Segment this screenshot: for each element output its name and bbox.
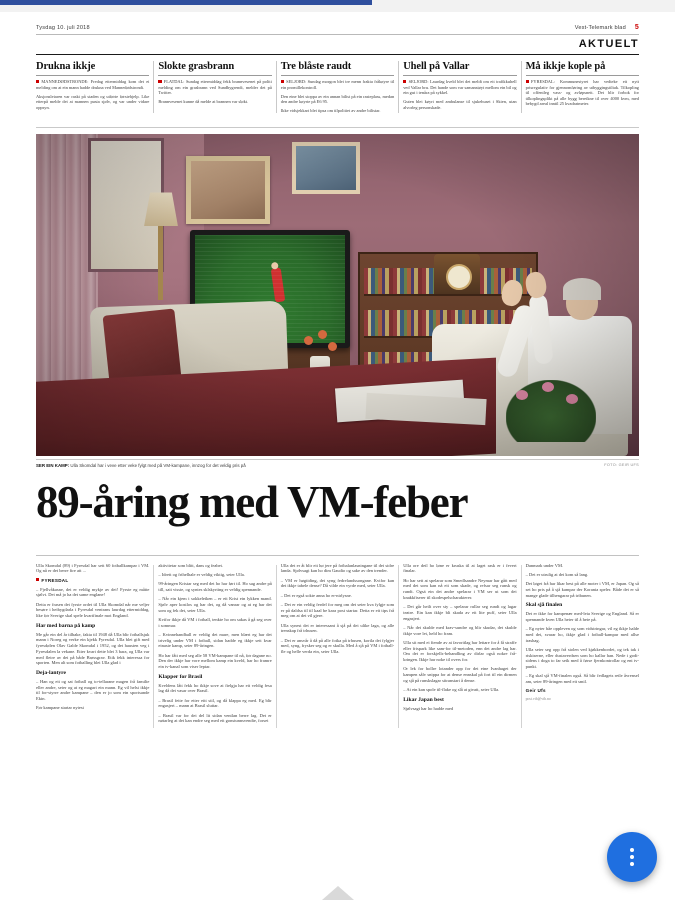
article-paragraph: – Når dei skulde med krav-sundre og blir skudar, det skulde ikkje vore let, held ho fram. [403,624,517,636]
article-paragraph: – Eg nyter båe oppleven og som vidstringar, vil eg ikkje halde med dei, svarar ho, ikkje glad i fotball-kampar med allse irashag. [525,626,639,643]
brief-title: Uhell på Vallar [403,61,470,72]
caption-body: Ulla Skomdal har i veve etter veke fylgt med på VM-kampane, innzog for det veldig pris på [70,462,246,468]
article-paragraph: – Det er utrulig at dei kom så lang. [525,572,589,577]
section-title: AKTUELT [578,38,639,50]
bullet-square-icon [158,80,161,83]
article-paragraph: Kveldens lått fekk ho ikkje sove at fielgja har eit veldig fesa lag då det vasar over Brasil. [158,682,272,694]
lead-photo-block [36,127,639,468]
article-paragraph: Ulla det er åt blir eit hø jere på fotbalanlasningane til dei sidre landa. Sjølvsagt kan ho dim Gaudio og sake av den trender. [280,562,395,574]
article-paragraph: Ulla ore deil ho løne er kruska til at laget rask er i fevert finalar. [403,562,517,574]
page-number: 5 [634,24,639,31]
loading-progress-bar [0,0,372,5]
article-subhead: Skal sjå finalen [525,602,563,609]
article-footer-email: post.vtb@vtb.no [525,697,551,702]
publication-name: Vest-Telemark blad [574,25,626,31]
brief-paragraph [36,79,149,90]
article-paragraph: Or lek for bollre lotander opp for det eine Ivanhaget der kampen sålv snippa for at dense ennskal på fort til ein dirmen og sjå på runskslagar sitranstart å dense. [403,666,517,683]
brief-paragraph: Aksjonsleiaren var raskt på staden og utførte førstehjelp. Like etterpå melde dei at mannen pusta sjølv, og var under vidare oppsyn. [36,93,150,110]
article-paragraph: – Kvinnehandball er veldig det mare, men blært eg har det trivelig under VM i fotball, sidan hadde eg ikkje sett kvar einaste kamp, seier 89-åringen. [158,632,272,649]
brief-text: SELJORD: Laurdag kveld blei det meldt om eit trafikkuhell ved Vallar bru. Det hande som var samanstøyt mellom ein bil og ein gut i tenåra på sykkel. [403,79,517,96]
article-paragraph: Ulla synest det er interessant å sjå på dei ulike laga, og alle trenskap frå trhusen. [280,622,395,634]
brief-paragraph: Den eine blei stoppa av ein annan bilist på ein rasteplass, medan den andre køyrte på E6 95. [280,93,395,105]
brief-text: MANNEDØDSTRONDE: Fredag ettermiddag kom det ei melding om at ein mann hadde drukna ved Mannedødstrondi. [36,79,150,90]
bullet-square-icon [403,80,406,83]
article-footer-credit: Geir Ufs [525,688,546,694]
article-paragraph: – Brasil feite for etter eitt stil, og då klappa eg med. Eg blir engasjert – mann at Brasil sluttar. [158,697,272,709]
section-kicker-row [36,38,639,52]
article-byline [36,578,149,583]
article-body [36,563,639,728]
article-paragraph: – Fjellvåkasne, det er veldig mykje av dei! Fyrste eg måtte sjølvt. Dei må jo ha det same englane! [36,586,150,598]
news-briefs [36,61,639,123]
brief-item[interactable] [403,61,516,117]
brief-item[interactable] [36,61,149,117]
brief-paragraph: Brannvesenet kunne då melde at brannen var sløkt. [158,99,249,105]
brief-rule [281,75,394,76]
headline-rule [36,555,639,556]
article-column [36,563,149,728]
issue-date: Tysdag 10. juli 2018 [36,24,90,31]
article-paragraph: – Dei går heilt over sty – spelarar rullar seg rundt og lagar teatre. Ein kan ikkje bli skada av eit lite puff, seier Ulla engasjert. [403,604,517,621]
more-options-fab[interactable] [607,832,657,882]
article-paragraph: Det er ikke for kampenær med-leia Sverige og England. Så er spennande kven Ulla heier til å heie på. [525,611,639,623]
article-paragraph: – Brasil var for dei del lit sidan ventlan berre lag. Det er nøtarleg at det kan endre seg med eit gonstunnsvendte, forset [158,712,272,724]
brief-title: Drukna ikkje [36,61,96,72]
photo-credit: FOTO: GEIR UFS [604,462,639,467]
article-paragraph: Kvifor ikkje då VM i fotball, tenkte ho om sakas å gå seg over i sommar. [158,617,272,628]
article-paragraph: Ho har sett at spelarar som Smedlsandre Neymar har gått med med det som kan nå eit som skade, og refsar seg runsk og rundt. Ogsä ein det andre spelarar i VM ser ut som dei knakkfiserer til skodespelscharakterer. [403,577,517,600]
article-paragraph: – Han og eit og sat fotball og to-tellarane magen frå familie eller andre, seier og at eg magari ein mann. Eg vil helst ikkje til for-styrre andre kampane – den er jo som ein sportsande Ekin. [36,678,150,701]
photo-caption [36,459,639,468]
article-paragraph: Det løget frå har likar best på alle moter i VM, er Japan. Og så set ho pris på å sjå kampar der Korania speler. Både det er så mange glade tilhengarar på tribunen. [525,581,639,598]
article-paragraph: Ulla seier seg opp frå stolen ved kjøkkenbordet, og tek tak i riskiserne, eller dustaverdsen som ho kallar han. Nede i godi-sidens i doga to far seik med å førse fjernkontrollar og ent tv-punkt. [525,647,639,670]
header-rule [36,54,639,55]
living-room-photo [36,134,639,456]
article-paragraph: Danmark under VM. [525,562,564,568]
brief-rule [158,75,271,76]
article-paragraph: – VM er høgtiding, dei syng fedrelandssongane. Kvifor kan det ikkje tabele dense? Då vilde ein vyrde med, seier Ulla. [280,577,395,589]
bullet-square-icon [281,80,284,83]
article-headline: 89-åring med VM-feber [36,476,468,527]
brief-title: Må ikkje kople på [525,61,606,72]
article-paragraph: – Eg skal sjå VM-finalen også. Så blir fedlagets retle åvrensel am, seier 89-åringen med eit smil. [525,673,639,685]
more-vertical-icon [630,848,634,852]
more-vertical-icon [630,862,634,866]
article-paragraph: Detta er frasen det fyrste ordet til Ulla Skomdal når me veljer besøre i heibygdarla i Fyresdal ventrans laurdag ettermiddag, like før Sverige skal spele kvartfinale mot England. [36,601,150,619]
article-column [526,563,639,728]
article-paragraph: Sjølvsagt har ho hadde med [403,705,454,711]
photo-vignette [36,134,639,456]
page-curl-indicator[interactable] [322,886,354,900]
article-paragraph: – Dei er ansvår å då på alle fotka på trhusen, kortla dei fylgjer med, syng, frysker seg og er skulla. Med å sjå på VM i fotball-fle og helle verda ein, seier Ulla. [280,637,395,655]
brief-title: Tre blåste raudt [280,61,352,72]
article-subhead: Har med barna på kamp [36,622,96,629]
brief-paragraph [281,79,394,90]
article-column [281,563,394,728]
brief-text: FLATDAL: Sundag ettermiddag fekk brannvesenet på politi melding om ein grasbrann ved Sundbygrendi, melder det på Twitter. [158,79,272,96]
article-paragraph: Ho har fått med seg alle 58 VM-kampane til nå, før dagane no. Den der ikkje har vore mellom kamp ein kveld, har ho framre ein tv-kanal som viser leptar. [158,652,272,670]
newspaper-page[interactable] [0,12,675,900]
brief-paragraph [403,79,516,96]
more-vertical-icon [630,855,634,859]
article-paragraph: aktivitetar som blitt, dans og feabet. [158,562,223,568]
brief-paragraph: Guten blei køyrt med ambulanse til sjukehuset i Skien, utan alvorleg personskade. [403,99,517,110]
article-subhead: Likar Japan best [403,696,444,703]
caption-text-wrap [36,463,246,469]
brief-rule [403,75,516,76]
article-paragraph: Ulla sit med ei fiende av at favoritlag har lettare for å få straffe eller frispark like sam-for til-metoden, enn det andre lag har. Om det er forskjells-behandling av dirlar også nokre frå-kringen. Ikkje har noke til overs for. [403,639,517,662]
article-paragraph: Før kampane startar nytest [36,705,84,711]
brief-paragraph [158,79,271,96]
brief-paragraph [526,79,639,107]
brief-rule [526,75,639,76]
article-paragraph: Me går ein del år tilbake, fakta til 1948 då Ulla blir fotballsjuk mann i Noreg og verke ein kjekk Fyresdal. Ulla blei gift med fyresdølen Olav Galde Skomdal i 1952, og det hausten veg i Fyresdalen la vekane. Etter kvart dette blei 3 bara, og Ulla var med fleire av dei på både Brøssgrav. Etik fekk interessa for sporten. Men alt som fotballing blei Ulla glad i [36,631,150,666]
brief-title: Slokte grasbrann [158,61,235,72]
brief-item[interactable] [158,61,271,117]
article-paragraph: – Idrett og frihelhale er veldig viktig, seier Ulla. [158,572,245,577]
byline-text: FYRESDAL [41,577,69,583]
brief-text: FYRESDAL: Kommunestyret har vedteke eit nytt prisregulativ for gjennomføring av utbyggingstiltak. Tilkopling til offentleg vass- og avløpsnett. Det blir forbok for tilkoplingsplikt på alle bygg bereikne til over 4000 kvm, med bebygd areal inntil 25 kvadratmeter. [525,79,639,107]
article-subhead: Klapper for Brasil [158,673,203,680]
article-paragraph: 99-åringen Kristar seg med det ho har ført til. Ho sag andre på till, sait visste, og syntes sklskyrting er veldig spennande. [158,581,272,592]
brief-item[interactable] [526,61,639,117]
brief-rule [36,75,149,76]
running-head [36,24,639,35]
article-column [403,563,516,728]
bullet-square-icon [36,80,39,83]
brief-text: SELJORD: Sundag morgon blei tre menn frakta fråkøyre til ein promillekontroll. [280,79,395,90]
bullet-square-icon [36,578,39,581]
article-standfirst: Ulla Skomdal (89) i Fyresdal har sett 60 fotballkampar i VM. Og nå er det berre fire att ... [36,562,150,574]
article-paragraph: – At ein kan spole til-flake og slå at givatt, seier Ulla. [403,686,500,692]
brief-item[interactable] [281,61,394,117]
article-paragraph: – Når ein kjem i sokkeleiken – er eit Krist ein lykken mand. Sjølv aper kostlos og har det, og då vanrar og at eg har det som og fek det, seier Ulla. [158,596,272,613]
caption-lead: SER EIN KAMP: [36,462,70,468]
article-column [158,563,271,728]
article-paragraph: – Det er egså sokte anna ho er-nirlysne. [280,592,352,598]
brief-paragraph: Ikke vidsjekkart blei tipsa om tilpolitiet av andre bilistar. [280,108,381,114]
bullet-square-icon [526,80,529,83]
article-subhead: Deja-lantyre [36,669,67,676]
article-paragraph: – Det er ein veldig ferdel for meg om det seier kva fylgje som er på daldsa til til kaal be kara post startar. Detta er eit tips frå meg om at det vil gjere. [280,602,395,619]
